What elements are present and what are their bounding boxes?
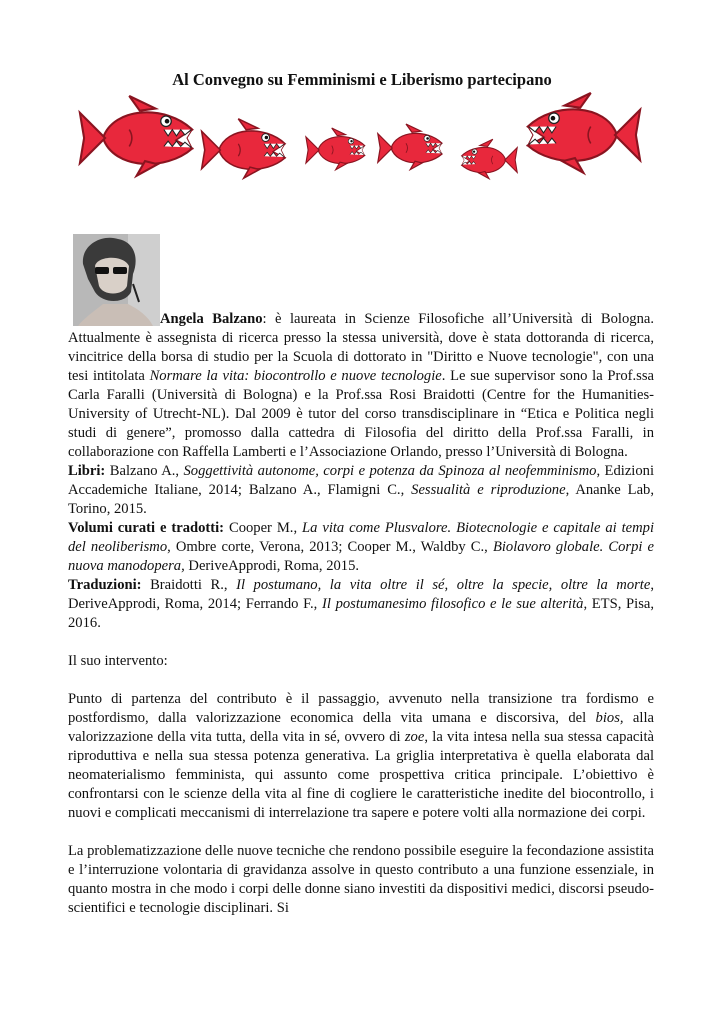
volumi-title-2: Biolavoro globale. Corpi e nuova manodopera, bbox=[68, 539, 655, 574]
bio-intro: : è laureata in Scienze Filosofiche all’Università di Bologna. Attualmente è assegnista di ricerca presso la stessa università, dove è stata dottoranda di ricerca, vincitrice della borsa di studio per la Scuola di dottorato in "Diritto e Nuove tecnologie", con una tesi intitolata bbox=[68, 311, 654, 384]
intervento-label: Il suo intervento: bbox=[68, 653, 168, 669]
spacer bbox=[68, 823, 654, 842]
bio-paragraph bbox=[68, 310, 654, 462]
document-body bbox=[68, 310, 654, 918]
para1-bios: bios, bbox=[595, 710, 624, 726]
traduzioni-title-2: Il postumanesimo filosofico e le sue alterità bbox=[322, 596, 584, 612]
red-piranha-fish-row bbox=[70, 90, 650, 205]
traduzioni-text-3: , ETS, Pisa, 2016. bbox=[68, 596, 654, 631]
traduzioni-title-1: Il postumano, la vita oltre il sé, oltre la specie, oltre la morte bbox=[236, 577, 651, 593]
para1-text-2: alla valorizzazione della vita tutta, della vita in sé, ovvero di bbox=[68, 710, 654, 745]
volumi-text-2: , Ombre corte, Verona, 2013; Cooper M., Waldby C., bbox=[167, 539, 493, 555]
volumi-text-1: Cooper M., bbox=[224, 520, 303, 536]
para1-text-3: , la vita intesa nella sua stessa capacità riproduttiva e nella sua stessa potenza generativa. La griglia interpretativa è quella elaborata dal neomaterialismo femminista, qui assunto come prospettiva critica principale. L’obiettivo è confrontarsi con le scienze della vita al fine di cogliere le caratteristiche inedite del biocontrollo, i nuovi e complicati meccanismi di interrelazione tra sapere e potere volti alla normazione dei corpi. bbox=[68, 729, 654, 821]
thesis-title: Normare la vita: biocontrollo e nuove tecnologie bbox=[149, 368, 442, 384]
page-title: Al Convegno su Femminismi e Liberismo partecipano bbox=[172, 70, 552, 89]
para1-text-1: Punto di partenza del contributo è il passaggio, avvenuto nella transizione tra fordismo e postfordismo, dalla valorizzazione economica della vita umana e discorsiva, del bbox=[68, 691, 654, 726]
spacer bbox=[68, 671, 654, 690]
bio-rest: . Le sue supervisor sono la Prof.ssa Carla Faralli (Università di Bologna) e la Prof.ssa Rosi Braidotti (Centre for the Humanities-University of Utrecht-NL). Dal 2009 è tutor del corso transdisciplinare in “Etica e Politica negli studi di genere”, promosso dalla cattedra di Filosofia del diritto della Prof.ssa Faralli, in collaborazione con Raffella Lamberti e l’Associazione Orlando, presso l’Università di Bologna. bbox=[68, 368, 654, 460]
para1-zoe: zoe bbox=[404, 729, 425, 745]
libri-text-2: , Edizioni Accademiche Italiane, 2014; Balzano A., Flamigni C., bbox=[68, 463, 654, 498]
libri-title-1: Soggettività autonome, corpi e potenza da Spinoza al neofemminismo bbox=[183, 463, 597, 479]
libri-text-3: , Ananke Lab, Torino, 2015. bbox=[68, 482, 654, 517]
author-name: Angela Balzano bbox=[160, 311, 263, 327]
libri-text-1: Balzano A., bbox=[105, 463, 184, 479]
traduzioni-paragraph bbox=[68, 576, 654, 633]
traduzioni-text-2: , DeriveApprodi, Roma, 2014; Ferrando F., bbox=[68, 577, 654, 612]
spacer bbox=[68, 633, 654, 652]
volumi-title-1: La vita come Plusvalore. Biotecnologie e capitale ai tempi del neoliberismo bbox=[68, 520, 655, 555]
libri-label: Libri: bbox=[68, 463, 106, 479]
intervento-paragraph-2: La problematizzazione delle nuove tecniche che rendono possibile eseguire la fecondazione assistita e l’interruzione volontaria di gravidanza assolve in questo contributo a una funzione essenziale, in quanto mostra in che modo i corpi delle donne siano investiti da dispositivi medici, discorsi pseudo-scientifici e tecnologie disciplinari. Si bbox=[68, 843, 654, 916]
volumi-paragraph bbox=[68, 519, 654, 576]
libri-paragraph bbox=[68, 462, 654, 519]
volumi-text-3: DeriveApprodi, Roma, 2015. bbox=[184, 558, 360, 574]
traduzioni-label: Traduzioni: bbox=[68, 577, 142, 593]
intervento-paragraph-1 bbox=[68, 690, 654, 823]
volumi-label: Volumi curati e tradotti: bbox=[68, 520, 225, 536]
traduzioni-text-1: Braidotti R., bbox=[141, 577, 237, 593]
libri-title-2: Sessualità e riproduzione bbox=[411, 482, 566, 498]
fish-banner-image bbox=[70, 90, 650, 205]
